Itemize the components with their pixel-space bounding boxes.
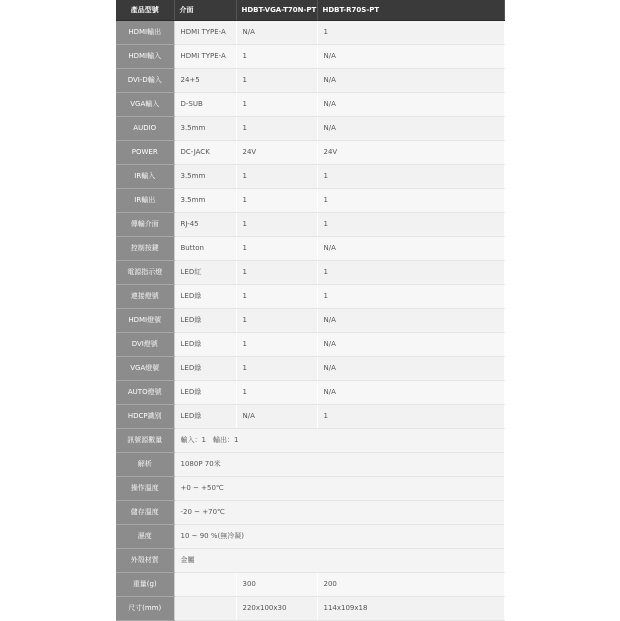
cell-transmitter: 1 — [236, 116, 317, 140]
cell-receiver: N/A — [317, 356, 504, 380]
cell-receiver: 1 — [317, 260, 504, 284]
cell-interface: 3.5mm — [174, 164, 236, 188]
row-label: AUDIO — [116, 116, 174, 140]
cell-receiver: N/A — [317, 68, 504, 92]
cell-transmitter: 1 — [236, 308, 317, 332]
cell-transmitter: 1 — [236, 236, 317, 260]
cell-interface: Button — [174, 236, 236, 260]
row-label: IR輸出 — [116, 188, 174, 212]
table-row — [116, 356, 504, 380]
header-receiver: HDBT-R70S-PT — [317, 0, 504, 20]
row-label: IR輸入 — [116, 164, 174, 188]
row-label: VGA燈號 — [116, 356, 174, 380]
table-row — [116, 332, 504, 356]
cell-receiver: N/A — [317, 116, 504, 140]
table-row — [116, 260, 504, 284]
row-label: HDCP識別 — [116, 404, 174, 428]
table-row — [116, 284, 504, 308]
cell-value: 金屬 — [174, 548, 504, 572]
row-label: 外殼材質 — [116, 548, 174, 572]
header-transmitter: HDBT-VGA-T70N-PT — [236, 0, 317, 20]
row-label: 電源指示燈 — [116, 260, 174, 284]
row-label: HDMI燈號 — [116, 308, 174, 332]
row-label: HDMI輸出 — [116, 20, 174, 44]
cell-transmitter: 1 — [236, 92, 317, 116]
cell-interface: HDMI TYPE-A — [174, 44, 236, 68]
cell-interface: DC-JACK — [174, 140, 236, 164]
cell-transmitter: 1 — [236, 284, 317, 308]
table-row — [116, 116, 504, 140]
cell-receiver: 114x109x18 — [317, 596, 504, 620]
cell-interface: HDMI TYPE-A — [174, 20, 236, 44]
cell-receiver: 1 — [317, 212, 504, 236]
header-interface: 介面 — [174, 0, 236, 20]
cell-interface: D-SUB — [174, 92, 236, 116]
cell-receiver: N/A — [317, 332, 504, 356]
row-label: 傳輸介面 — [116, 212, 174, 236]
row-label: 連接燈號 — [116, 284, 174, 308]
row-label: 控制按鍵 — [116, 236, 174, 260]
cell-receiver: N/A — [317, 44, 504, 68]
table-row — [116, 572, 504, 596]
table-row — [116, 548, 504, 572]
cell-transmitter: 1 — [236, 164, 317, 188]
cell-transmitter: 24V — [236, 140, 317, 164]
cell-interface: LED綠 — [174, 356, 236, 380]
cell-interface: LED綠 — [174, 332, 236, 356]
table-row — [116, 380, 504, 404]
row-label: DVI燈號 — [116, 332, 174, 356]
table-row — [116, 308, 504, 332]
table-row — [116, 452, 504, 476]
cell-receiver: N/A — [317, 308, 504, 332]
table-row — [116, 68, 504, 92]
cell-transmitter: 220x100x30 — [236, 596, 317, 620]
row-label: HDMI輸入 — [116, 44, 174, 68]
cell-receiver: 1 — [317, 20, 504, 44]
row-label: 濕度 — [116, 524, 174, 548]
table-row — [116, 476, 504, 500]
table-row — [116, 212, 504, 236]
cell-interface — [174, 596, 236, 620]
cell-interface — [174, 572, 236, 596]
cell-receiver: 200 — [317, 572, 504, 596]
cell-value: 10 ~ 90 %(無冷凝) — [174, 524, 504, 548]
row-label: POWER — [116, 140, 174, 164]
cell-interface: 3.5mm — [174, 188, 236, 212]
cell-receiver: 1 — [317, 404, 504, 428]
cell-transmitter: 1 — [236, 356, 317, 380]
cell-transmitter: 1 — [236, 212, 317, 236]
row-label: AUTO燈號 — [116, 380, 174, 404]
table-row — [116, 164, 504, 188]
cell-transmitter: 1 — [236, 44, 317, 68]
cell-transmitter: 1 — [236, 332, 317, 356]
table-row — [116, 20, 504, 44]
table-row — [116, 596, 504, 620]
spec-table — [116, 0, 505, 621]
cell-interface: LED紅 — [174, 260, 236, 284]
cell-interface: RJ-45 — [174, 212, 236, 236]
cell-transmitter: 300 — [236, 572, 317, 596]
cell-transmitter: 1 — [236, 380, 317, 404]
table-header-row — [116, 0, 504, 20]
cell-interface: LED綠 — [174, 308, 236, 332]
table-row — [116, 188, 504, 212]
table-row — [116, 44, 504, 68]
cell-transmitter: 1 — [236, 188, 317, 212]
cell-value: +0 ~ +50℃ — [174, 476, 504, 500]
header-model: 產品型號 — [116, 0, 174, 20]
row-label: VGA輸入 — [116, 92, 174, 116]
cell-receiver: 1 — [317, 164, 504, 188]
cell-receiver: N/A — [317, 380, 504, 404]
row-label: 尺寸(mm) — [116, 596, 174, 620]
cell-value: 輸入：1 輸出：1 — [174, 428, 504, 452]
cell-receiver: 1 — [317, 188, 504, 212]
table-row — [116, 140, 504, 164]
cell-interface: LED綠 — [174, 404, 236, 428]
cell-receiver: 24V — [317, 140, 504, 164]
row-label: 操作溫度 — [116, 476, 174, 500]
row-label: 重量(g) — [116, 572, 174, 596]
row-label: 解析 — [116, 452, 174, 476]
cell-receiver: N/A — [317, 92, 504, 116]
cell-transmitter: 1 — [236, 260, 317, 284]
table-row — [116, 92, 504, 116]
cell-transmitter: N/A — [236, 20, 317, 44]
cell-transmitter: 1 — [236, 68, 317, 92]
cell-interface: 24+5 — [174, 68, 236, 92]
table-row — [116, 524, 504, 548]
cell-value: 1080P 70米 — [174, 452, 504, 476]
table-row — [116, 500, 504, 524]
cell-interface: 3.5mm — [174, 116, 236, 140]
row-label: DVI-D輸入 — [116, 68, 174, 92]
table-row — [116, 428, 504, 452]
row-label: 訊號源數量 — [116, 428, 174, 452]
table-row — [116, 236, 504, 260]
cell-transmitter: N/A — [236, 404, 317, 428]
cell-value: -20 ~ +70℃ — [174, 500, 504, 524]
cell-interface: LED綠 — [174, 380, 236, 404]
table-row — [116, 404, 504, 428]
cell-receiver: N/A — [317, 236, 504, 260]
cell-interface: LED綠 — [174, 284, 236, 308]
row-label: 儲存溫度 — [116, 500, 174, 524]
cell-receiver: 1 — [317, 284, 504, 308]
